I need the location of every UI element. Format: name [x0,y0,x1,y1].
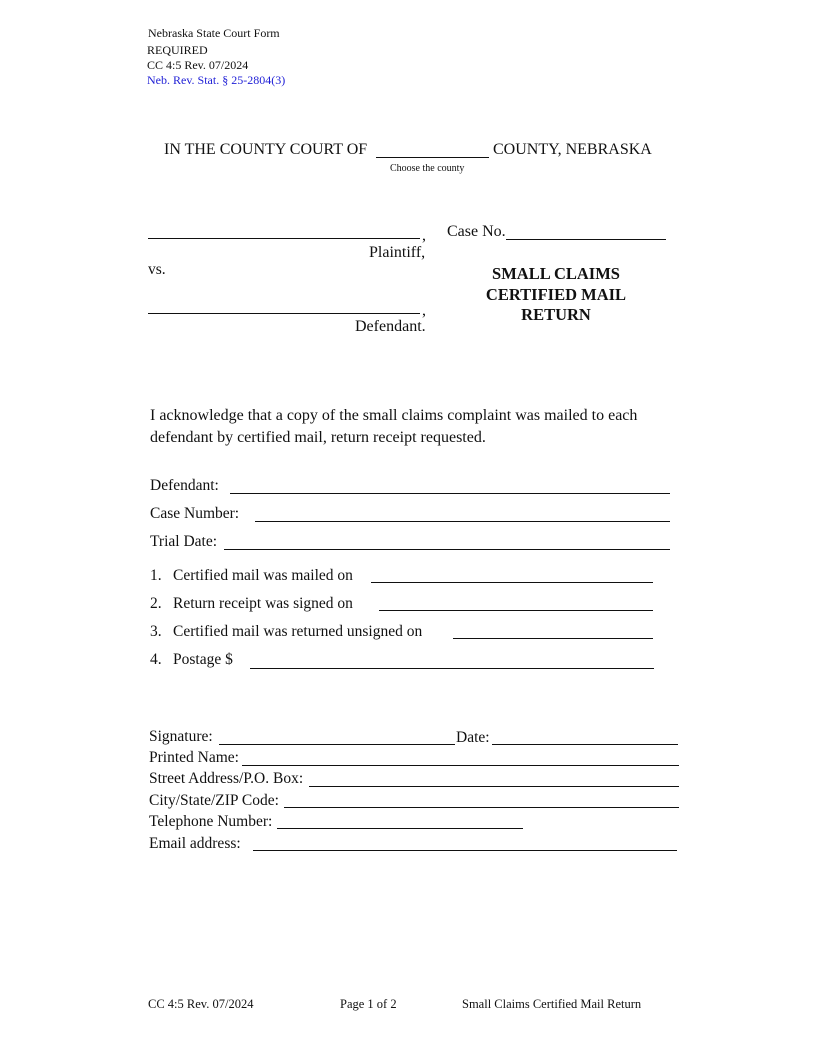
signed-date-input[interactable] [379,610,653,611]
plaintiff-label: Plaintiff, [369,244,426,261]
vs-label: vs. [148,261,166,278]
document-title [460,264,652,326]
date-label: Date: [456,729,490,746]
footer-form-id: CC 4:5 Rev. 07/2024 [148,997,254,1011]
item-postage-label: Postage $ [173,651,233,668]
item-number: 3. [150,623,162,640]
signature-label: Signature: [149,728,213,745]
street-label: Street Address/P.O. Box: [149,770,304,787]
title-line-2: CERTIFIED MAIL [485,284,627,304]
email-label: Email address: [149,835,241,852]
city-input[interactable] [284,807,679,808]
item-number: 4. [150,651,162,668]
required-label: REQUIRED [147,43,208,57]
trial-date-label: Trial Date: [150,533,218,550]
item-signed-label: Return receipt was signed on [173,595,353,612]
footer-page-number: Page 1 of 2 [340,997,397,1011]
plaintiff-comma: , [422,227,426,244]
city-label: City/State/ZIP Code: [149,792,279,809]
unsigned-date-input[interactable] [453,638,653,639]
date-input[interactable] [492,744,678,745]
defendant-label: Defendant. [355,318,426,335]
case-no-field[interactable] [506,239,666,240]
form-revision: CC 4:5 Rev. 07/2024 [147,58,249,72]
item-unsigned-label: Certified mail was returned unsigned on [173,623,423,640]
title-line-3: RETURN [521,305,591,324]
item-mailed-label: Certified mail was mailed on [173,567,353,584]
ack-line-2: defendant by certified mail, return receipt requested. [150,429,486,446]
postage-input[interactable] [250,668,654,669]
case-number-label: Case Number: [150,505,240,522]
email-input[interactable] [253,850,677,851]
court-suffix: COUNTY, NEBRASKA [493,141,652,158]
court-prefix: IN THE COUNTY COURT OF [164,141,368,158]
item-number: 2. [150,595,162,612]
trial-date-input[interactable] [224,549,670,550]
defendant-field-label: Defendant: [150,477,219,494]
printed-name-input[interactable] [242,765,679,766]
form-name: Nebraska State Court Form [148,26,280,40]
phone-label: Telephone Number: [149,813,273,830]
case-no-label: Case No. [447,223,506,240]
defendant-comma: , [422,302,426,319]
printed-name-label: Printed Name: [149,749,239,766]
footer-title: Small Claims Certified Mail Return [462,997,642,1011]
item-number: 1. [150,567,162,584]
signature-input[interactable] [219,744,455,745]
phone-input[interactable] [277,828,523,829]
title-line-1: SMALL CLAIMS [492,264,620,283]
county-hint: Choose the county [390,163,465,174]
ack-line-1: I acknowledge that a copy of the small claims complaint was mailed to each [150,407,638,424]
county-field[interactable] [376,157,489,158]
mailed-date-input[interactable] [371,582,653,583]
plaintiff-field[interactable] [148,238,420,239]
street-input[interactable] [309,786,679,787]
defendant-name-field[interactable] [148,313,420,314]
defendant-input[interactable] [230,493,670,494]
case-number-input[interactable] [255,521,670,522]
statute-link[interactable]: Neb. Rev. Stat. § 25-2804(3) [147,73,286,87]
